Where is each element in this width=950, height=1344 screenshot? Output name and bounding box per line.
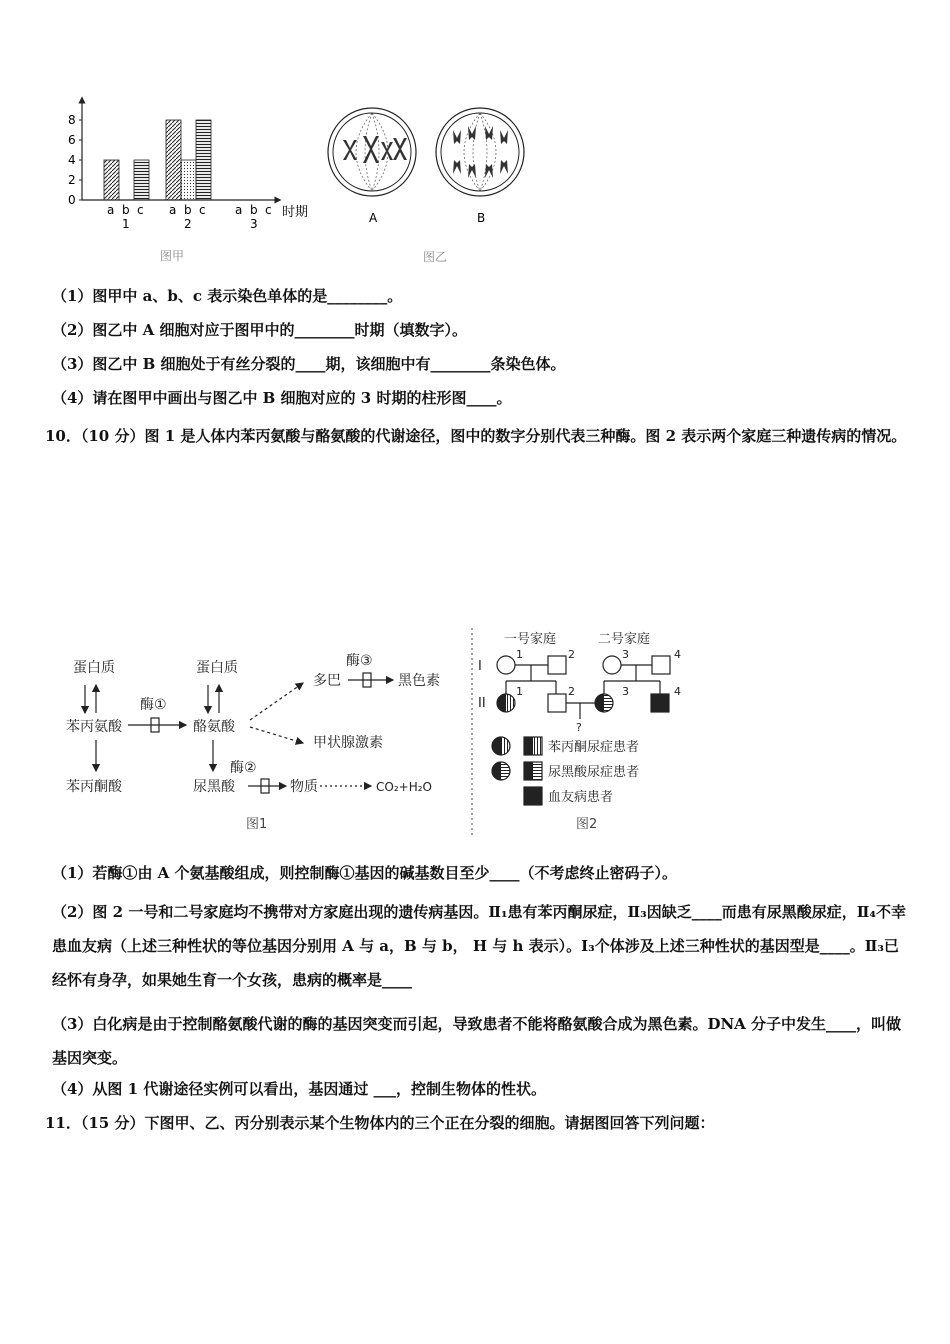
bar-letter-label: c xyxy=(199,203,206,217)
protein-left: 蛋白质 xyxy=(73,660,115,676)
ii3-number: 3 xyxy=(622,685,629,698)
bar-a-2 xyxy=(166,120,181,200)
generation-1-label: I xyxy=(478,659,482,674)
protein-right: 蛋白质 xyxy=(196,660,238,676)
bar-c-2 xyxy=(196,120,211,200)
cell-b-label: B xyxy=(477,211,486,225)
group-label: 3 xyxy=(250,217,258,231)
q9-part3: （3）图乙中 B 细胞处于有丝分裂的____期，该细胞中有________条染色体。 xyxy=(52,355,566,373)
i4-male xyxy=(652,656,670,674)
legend-hemophilia: 血友病患者 xyxy=(548,790,614,805)
family2-label: 二号家庭 xyxy=(598,632,651,647)
q10-part2: （2）图 2 一号和二号家庭均不携带对方家庭出现的遗传病基因。Ⅱ₁患有苯丙酮尿症，Ⅱ₃因缺乏____而患有尿黑酸尿症，Ⅱ₄不幸患血友病（上述三种性状的等位基因分别用 A 与 a，B 与 b， H 与 h 表示）。I₃个体涉及上述三种性状的基因型是____。Ⅱ₃已经怀有身孕，如果她生育一个女孩，患病的概率是____ xyxy=(52,903,906,989)
q9-part1: （1）图甲中 a、b、c 表示染色单体的是________。 xyxy=(52,287,403,305)
bar-b-2 xyxy=(181,160,196,200)
tyrosine: 酪氨酸 xyxy=(193,719,235,735)
ii2-male xyxy=(548,694,566,712)
phenylalanine: 苯丙氨酸 xyxy=(66,719,122,735)
dopa: 多巴 xyxy=(313,673,341,689)
substance: 物质 xyxy=(290,779,318,795)
i1-number: 1 xyxy=(516,648,523,661)
bar-letter-label: c xyxy=(137,203,144,217)
i1-female xyxy=(497,656,515,674)
figure-jia-caption: 图甲 xyxy=(160,249,185,263)
y-tick-label: 6 xyxy=(68,133,76,147)
y-tick-label: 4 xyxy=(68,153,76,167)
figure-divider xyxy=(470,628,474,838)
i4-number: 4 xyxy=(674,648,681,661)
homogentisic-acid: 尿黑酸 xyxy=(193,779,235,795)
i3-number: 3 xyxy=(622,648,629,661)
enzyme1-label: 酶① xyxy=(140,697,167,713)
figure2-pedigree xyxy=(476,625,706,840)
figure-yi-caption: 图乙 xyxy=(423,250,448,264)
q10-part3: （3）白化病是由于控制酪氨酸代谢的酶的基因突变而引起，导致患者不能将酪氨酸合成为黑色素。DNA 分子中发生____，叫做基因突变。 xyxy=(52,1015,902,1067)
bar-letter-label: a xyxy=(107,203,115,217)
ii4-male-hemophilia xyxy=(651,694,669,712)
x-axis-label: 时期 xyxy=(282,205,309,220)
y-tick-label: 2 xyxy=(68,173,76,187)
q9-part2: （2）图乙中 A 细胞对应于图甲中的________时期（填数字）。 xyxy=(52,321,468,339)
thyroxine: 甲状腺激素 xyxy=(313,735,383,751)
i3-female xyxy=(603,656,621,674)
figure1-caption: 图1 xyxy=(246,817,268,832)
legend-aku: 尿黑酸尿症患者 xyxy=(548,765,640,780)
enzyme2-label: 酶② xyxy=(230,760,257,776)
bar-letter-label: b xyxy=(122,203,130,217)
legend-pku: 苯丙酮尿症患者 xyxy=(548,740,640,755)
group-label: 2 xyxy=(184,217,192,231)
i2-male xyxy=(548,656,566,674)
group-label: 1 xyxy=(122,217,130,231)
phenylpyruvic-acid: 苯丙酮酸 xyxy=(66,779,122,795)
cell-b xyxy=(436,108,524,196)
melanin: 黑色素 xyxy=(398,673,440,689)
bar-letter-label: c xyxy=(265,203,272,217)
co2-h2o: CO₂+H₂O xyxy=(376,780,432,794)
bar-c-1 xyxy=(134,160,149,200)
enzyme3-label: 酶③ xyxy=(346,653,373,669)
bar-a-1 xyxy=(104,160,119,200)
figure-yi-cells xyxy=(325,98,540,268)
bar-letter-label: a xyxy=(169,203,177,217)
y-tick-label: 0 xyxy=(68,193,76,207)
y-tick-label: 8 xyxy=(68,113,76,127)
figure2-caption: 图2 xyxy=(576,817,598,832)
cell-a xyxy=(328,108,416,196)
family1-label: 一号家庭 xyxy=(504,632,557,647)
q10-stem: 10．（10 分）图 1 是人体内苯丙氨酸与酪氨酸的代谢途径，图中的数字分别代表三种酶。图 2 表示两个家庭三种遗传病的情况。 xyxy=(45,427,907,445)
figure-jia-bar-chart xyxy=(60,95,320,270)
q10-part1: （1）若酶①由 A 个氨基酸组成，则控制酶①基因的碱基数目至少____（不考虑终止密码子）。 xyxy=(52,864,678,882)
i2-number: 2 xyxy=(568,648,575,661)
generation-2-label: II xyxy=(478,696,486,711)
bar-letter-label: b xyxy=(250,203,258,217)
q9-part4: （4）请在图甲中画出与图乙中 B 细胞对应的 3 时期的柱形图____。 xyxy=(52,389,512,407)
unknown-child: ? xyxy=(576,721,582,734)
bar-letter-label: b xyxy=(184,203,192,217)
cell-a-label: A xyxy=(369,211,378,225)
bar-letter-label: a xyxy=(235,203,243,217)
ii4-number: 4 xyxy=(674,685,681,698)
q10-part4: （4）从图 1 代谢途径实例可以看出，基因通过 ___，控制生物体的性状。 xyxy=(52,1080,547,1098)
figure1-metabolic-pathway xyxy=(58,625,468,840)
ii2-number: 2 xyxy=(568,685,575,698)
q11-stem: 11．（15 分）下图甲、乙、丙分别表示某个生物体内的三个正在分裂的细胞。请据图回答下列问题： xyxy=(45,1114,715,1132)
ii1-number: 1 xyxy=(516,685,523,698)
